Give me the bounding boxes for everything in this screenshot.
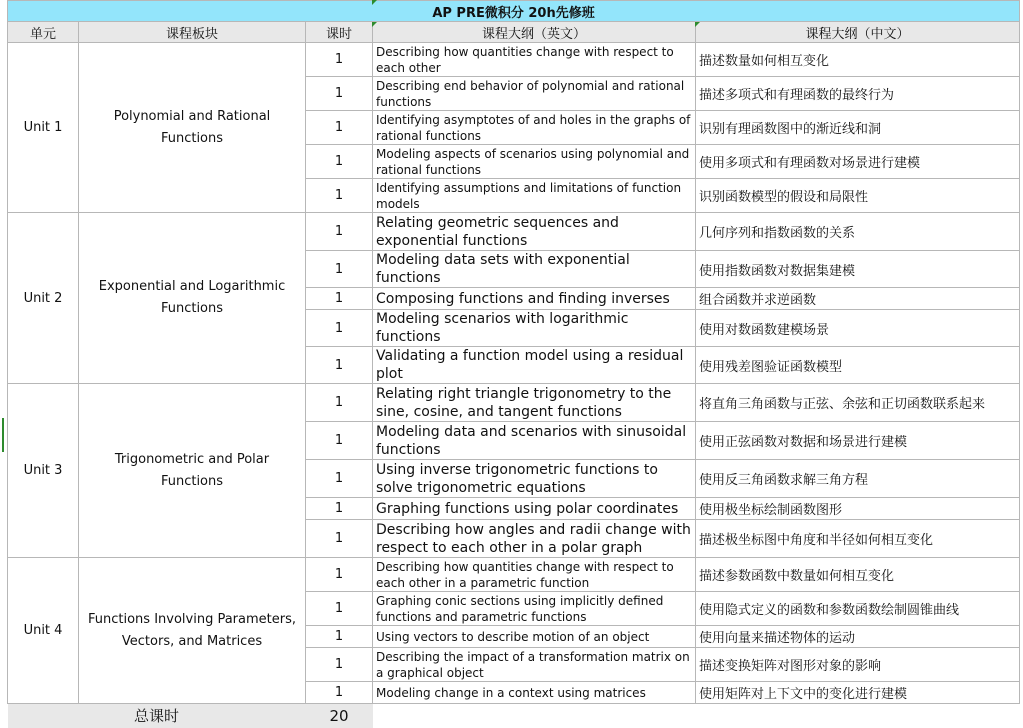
hours-cell[interactable]: 1: [306, 213, 373, 251]
outline-zh-cell[interactable]: 使用残差图验证函数模型: [696, 347, 1020, 384]
module-cell[interactable]: Trigonometric and Polar Functions: [79, 384, 306, 558]
outline-en-cell[interactable]: Using vectors to describe motion of an object: [373, 626, 696, 648]
empty-cell[interactable]: [373, 704, 696, 728]
cell-comment-marker: [695, 22, 700, 27]
hours-cell[interactable]: 1: [306, 520, 373, 558]
outline-zh-cell[interactable]: 几何序列和指数函数的关系: [696, 213, 1020, 251]
hours-cell[interactable]: 1: [306, 498, 373, 520]
total-value[interactable]: 20: [306, 704, 373, 728]
outline-en-cell[interactable]: Describing how angles and radii change with respect to each other in a polar graph: [373, 520, 696, 558]
header-module[interactable]: 课程板块: [79, 22, 306, 43]
outline-zh-cell[interactable]: 使用正弦函数对数据和场景进行建模: [696, 422, 1020, 460]
hours-cell[interactable]: 1: [306, 648, 373, 682]
hours-cell[interactable]: 1: [306, 310, 373, 347]
hours-cell[interactable]: 1: [306, 422, 373, 460]
outline-zh-cell[interactable]: 使用指数函数对数据集建模: [696, 251, 1020, 288]
module-cell[interactable]: Exponential and Logarithmic Functions: [79, 213, 306, 384]
outline-en-cell[interactable]: Composing functions and finding inverses: [373, 288, 696, 310]
cell-comment-marker: [372, 22, 377, 27]
outline-zh-cell[interactable]: 将直角三角函数与正弦、余弦和正切函数联系起来: [696, 384, 1020, 422]
hours-cell[interactable]: 1: [306, 77, 373, 111]
hours-cell[interactable]: 1: [306, 347, 373, 384]
hours-cell[interactable]: 1: [306, 682, 373, 704]
outline-en-cell[interactable]: Describing how quantities change with respect to each other: [373, 43, 696, 77]
table-row: [8, 558, 1020, 592]
outline-en-cell[interactable]: Using inverse trigonometric functions to solve trigonometric equations: [373, 460, 696, 498]
outline-en-cell[interactable]: Describing how quantities change with respect to each other in a parametric function: [373, 558, 696, 592]
active-row-marker: [2, 418, 4, 452]
outline-zh-cell[interactable]: 描述数量如何相互变化: [696, 43, 1020, 77]
outline-en-cell[interactable]: Modeling change in a context using matrices: [373, 682, 696, 704]
outline-en-cell[interactable]: Relating right triangle trigonometry to the sine, cosine, and tangent functions: [373, 384, 696, 422]
empty-cell[interactable]: [696, 704, 1020, 728]
outline-zh-cell[interactable]: 描述参数函数中数量如何相互变化: [696, 558, 1020, 592]
module-cell[interactable]: Functions Involving Parameters, Vectors, and Matrices: [79, 558, 306, 704]
outline-zh-cell[interactable]: 描述变换矩阵对图形对象的影响: [696, 648, 1020, 682]
hours-cell[interactable]: 1: [306, 145, 373, 179]
hours-cell[interactable]: 1: [306, 384, 373, 422]
unit-cell[interactable]: Unit 3: [8, 384, 79, 558]
outline-en-cell[interactable]: Modeling aspects of scenarios using polynomial and rational functions: [373, 145, 696, 179]
outline-zh-cell[interactable]: 组合函数并求逆函数: [696, 288, 1020, 310]
outline-en-cell[interactable]: Graphing functions using polar coordinates: [373, 498, 696, 520]
sheet-title: AP PRE微积分 20h先修班: [432, 5, 595, 21]
module-cell[interactable]: Polynomial and Rational Functions: [79, 43, 306, 213]
outline-en-cell[interactable]: Graphing conic sections using implicitly defined functions and parametric functions: [373, 592, 696, 626]
outline-en-cell[interactable]: Describing the impact of a transformation matrix on a graphical object: [373, 648, 696, 682]
sheet-title-cell[interactable]: [8, 1, 1020, 22]
header-outline-en[interactable]: 课程大纲（英文）: [373, 22, 696, 43]
outline-zh-cell[interactable]: 使用多项式和有理函数对场景进行建模: [696, 145, 1020, 179]
table-row: [8, 213, 1020, 251]
outline-en-cell[interactable]: Modeling data sets with exponential functions: [373, 251, 696, 288]
outline-en-cell[interactable]: Relating geometric sequences and exponential functions: [373, 213, 696, 251]
outline-zh-cell[interactable]: 使用向量来描述物体的运动: [696, 626, 1020, 648]
table-row: [8, 43, 1020, 77]
outline-en-cell[interactable]: Identifying assumptions and limitations of function models: [373, 179, 696, 213]
outline-zh-cell[interactable]: 识别有理函数图中的渐近线和洞: [696, 111, 1020, 145]
outline-zh-cell[interactable]: 描述极坐标图中角度和半径如何相互变化: [696, 520, 1020, 558]
table-row: [8, 384, 1020, 422]
outline-en-cell[interactable]: Modeling scenarios with logarithmic functions: [373, 310, 696, 347]
unit-cell[interactable]: Unit 1: [8, 43, 79, 213]
outline-zh-cell[interactable]: 使用对数函数建模场景: [696, 310, 1020, 347]
header-hours[interactable]: 课时: [306, 22, 373, 43]
outline-en-cell[interactable]: Validating a function model using a residual plot: [373, 347, 696, 384]
total-row: [8, 704, 1020, 728]
hours-cell[interactable]: 1: [306, 111, 373, 145]
hours-cell[interactable]: 1: [306, 288, 373, 310]
title-row: [8, 1, 1020, 22]
hours-cell[interactable]: 1: [306, 626, 373, 648]
row-gutter: [0, 0, 7, 687]
outline-zh-cell[interactable]: 使用反三角函数求解三角方程: [696, 460, 1020, 498]
hours-cell[interactable]: 1: [306, 43, 373, 77]
hours-cell[interactable]: 1: [306, 251, 373, 288]
header-outline-zh[interactable]: 课程大纲（中文）: [696, 22, 1020, 43]
outline-zh-cell[interactable]: 使用极坐标绘制函数图形: [696, 498, 1020, 520]
header-row: [8, 22, 1020, 43]
outline-en-cell[interactable]: Describing end behavior of polynomial and rational functions: [373, 77, 696, 111]
header-unit[interactable]: 单元: [8, 22, 79, 43]
unit-cell[interactable]: Unit 2: [8, 213, 79, 384]
outline-zh-cell[interactable]: 使用隐式定义的函数和参数函数绘制圆锥曲线: [696, 592, 1020, 626]
course-table: [7, 0, 1020, 728]
outline-en-cell[interactable]: Modeling data and scenarios with sinusoidal functions: [373, 422, 696, 460]
hours-cell[interactable]: 1: [306, 558, 373, 592]
outline-zh-cell[interactable]: 描述多项式和有理函数的最终行为: [696, 77, 1020, 111]
total-label[interactable]: 总课时: [8, 704, 306, 728]
hours-cell[interactable]: 1: [306, 179, 373, 213]
outline-zh-cell[interactable]: 使用矩阵对上下文中的变化进行建模: [696, 682, 1020, 704]
hours-cell[interactable]: 1: [306, 460, 373, 498]
outline-en-cell[interactable]: Identifying asymptotes of and holes in the graphs of rational functions: [373, 111, 696, 145]
cell-comment-marker: [372, 0, 377, 5]
hours-cell[interactable]: 1: [306, 592, 373, 626]
unit-cell[interactable]: Unit 4: [8, 558, 79, 704]
outline-zh-cell[interactable]: 识别函数模型的假设和局限性: [696, 179, 1020, 213]
